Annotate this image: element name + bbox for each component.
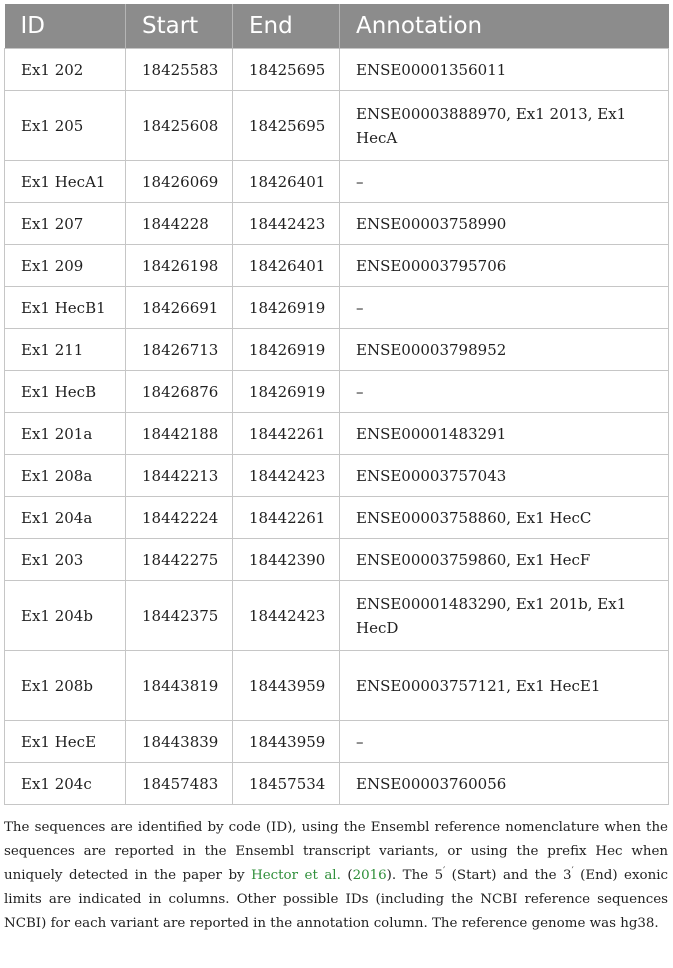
footnote-text-4: (Start) and the 3 bbox=[445, 868, 572, 883]
table-row bbox=[5, 413, 669, 455]
cell-start: 18426691 bbox=[126, 287, 233, 329]
header-start: Start bbox=[126, 4, 233, 49]
table-footnote bbox=[4, 816, 668, 936]
cell-annotation: ENSE00001356011 bbox=[340, 49, 669, 91]
cell-annotation: ENSE00003760056 bbox=[340, 763, 669, 805]
cell-start: 18426713 bbox=[126, 329, 233, 371]
cell-start: 18442188 bbox=[126, 413, 233, 455]
cell-end: 18442261 bbox=[233, 413, 340, 455]
footnote-text-1: The sequences are identified by code (ID), using the Ensembl reference nomenclature when the sequences are reported in the Ensembl transcript variants, or using the prefix Hec when uniquely detected in the paper by bbox=[4, 820, 668, 883]
cell-annotation: – bbox=[340, 371, 669, 413]
table-row bbox=[5, 539, 669, 581]
cell-id: Ex1 HecE bbox=[5, 721, 126, 763]
cell-annotation: ENSE00003757121, Ex1 HecE1 bbox=[340, 651, 669, 721]
cell-end: 18426919 bbox=[233, 329, 340, 371]
table-row bbox=[5, 245, 669, 287]
cell-end: 18426919 bbox=[233, 287, 340, 329]
table-row bbox=[5, 763, 669, 805]
table-row bbox=[5, 287, 669, 329]
cell-end: 18426401 bbox=[233, 161, 340, 203]
cell-id: Ex1 209 bbox=[5, 245, 126, 287]
cell-start: 18442275 bbox=[126, 539, 233, 581]
cell-end: 18425695 bbox=[233, 91, 340, 161]
cell-id: Ex1 204c bbox=[5, 763, 126, 805]
cell-id: Ex1 208a bbox=[5, 455, 126, 497]
cell-id: Ex1 208b bbox=[5, 651, 126, 721]
cell-start: 18442224 bbox=[126, 497, 233, 539]
cell-annotation: ENSE00003759860, Ex1 HecF bbox=[340, 539, 669, 581]
cell-annotation: ENSE00003888970, Ex1 2013, Ex1 HecA bbox=[340, 91, 669, 161]
header-annotation: Annotation bbox=[340, 4, 669, 49]
cell-end: 18442423 bbox=[233, 203, 340, 245]
table-row bbox=[5, 371, 669, 413]
cell-start: 18443819 bbox=[126, 651, 233, 721]
cell-id: Ex1 207 bbox=[5, 203, 126, 245]
table-body bbox=[5, 49, 669, 805]
table-row bbox=[5, 329, 669, 371]
table-row bbox=[5, 651, 669, 721]
prime-symbol: ′ bbox=[443, 866, 446, 877]
cell-start: 18426069 bbox=[126, 161, 233, 203]
cell-annotation: ENSE00003757043 bbox=[340, 455, 669, 497]
cell-annotation: ENSE00003758860, Ex1 HecC bbox=[340, 497, 669, 539]
header-end: End bbox=[233, 4, 340, 49]
cell-end: 18442423 bbox=[233, 581, 340, 651]
footnote-text-5: (End) exonic limits are indicated in columns. Other possible IDs (including the NCBI reference sequences NCBI) for each variant are reported in the annotation column. The reference genome was hg38. bbox=[4, 868, 668, 931]
header-id: ID bbox=[5, 4, 126, 49]
cell-start: 18426876 bbox=[126, 371, 233, 413]
cell-end: 18443959 bbox=[233, 651, 340, 721]
cell-id: Ex1 201a bbox=[5, 413, 126, 455]
cell-end: 18442390 bbox=[233, 539, 340, 581]
table-row bbox=[5, 455, 669, 497]
table-container bbox=[4, 4, 668, 805]
table-header-row bbox=[5, 4, 669, 49]
cell-end: 18426401 bbox=[233, 245, 340, 287]
cell-annotation: – bbox=[340, 287, 669, 329]
cell-start: 18442375 bbox=[126, 581, 233, 651]
cell-start: 18443839 bbox=[126, 721, 233, 763]
cell-annotation: ENSE00001483290, Ex1 201b, Ex1 HecD bbox=[340, 581, 669, 651]
cell-start: 18425583 bbox=[126, 49, 233, 91]
cell-id: Ex1 203 bbox=[5, 539, 126, 581]
cell-end: 18426919 bbox=[233, 371, 340, 413]
cell-end: 18442261 bbox=[233, 497, 340, 539]
cell-id: Ex1 HecB bbox=[5, 371, 126, 413]
cell-id: Ex1 202 bbox=[5, 49, 126, 91]
cell-annotation: – bbox=[340, 721, 669, 763]
cell-id: Ex1 211 bbox=[5, 329, 126, 371]
cell-start: 1844228 bbox=[126, 203, 233, 245]
exon-table bbox=[4, 4, 669, 805]
cell-id: Ex1 HecB1 bbox=[5, 287, 126, 329]
cell-start: 18425608 bbox=[126, 91, 233, 161]
cell-id: Ex1 204a bbox=[5, 497, 126, 539]
table-row bbox=[5, 581, 669, 651]
cell-end: 18457534 bbox=[233, 763, 340, 805]
cell-start: 18442213 bbox=[126, 455, 233, 497]
table-row bbox=[5, 91, 669, 161]
table-row bbox=[5, 497, 669, 539]
cell-annotation: ENSE00003798952 bbox=[340, 329, 669, 371]
table-row bbox=[5, 161, 669, 203]
cell-annotation: ENSE00001483291 bbox=[340, 413, 669, 455]
cell-start: 18426198 bbox=[126, 245, 233, 287]
prime-symbol: ′ bbox=[571, 866, 574, 877]
table-row bbox=[5, 203, 669, 245]
cell-end: 18425695 bbox=[233, 49, 340, 91]
citation-link-year[interactable]: 2016 bbox=[352, 868, 387, 883]
cell-id: Ex1 205 bbox=[5, 91, 126, 161]
footnote-text-3: ). The 5 bbox=[386, 868, 444, 883]
cell-end: 18443959 bbox=[233, 721, 340, 763]
cell-annotation: – bbox=[340, 161, 669, 203]
cell-id: Ex1 HecA1 bbox=[5, 161, 126, 203]
footnote-text-2: ( bbox=[340, 868, 353, 883]
cell-end: 18442423 bbox=[233, 455, 340, 497]
citation-link-author[interactable]: Hector et al. bbox=[251, 868, 341, 883]
cell-annotation: ENSE00003795706 bbox=[340, 245, 669, 287]
cell-start: 18457483 bbox=[126, 763, 233, 805]
cell-annotation: ENSE00003758990 bbox=[340, 203, 669, 245]
cell-id: Ex1 204b bbox=[5, 581, 126, 651]
table-row bbox=[5, 49, 669, 91]
table-row bbox=[5, 721, 669, 763]
